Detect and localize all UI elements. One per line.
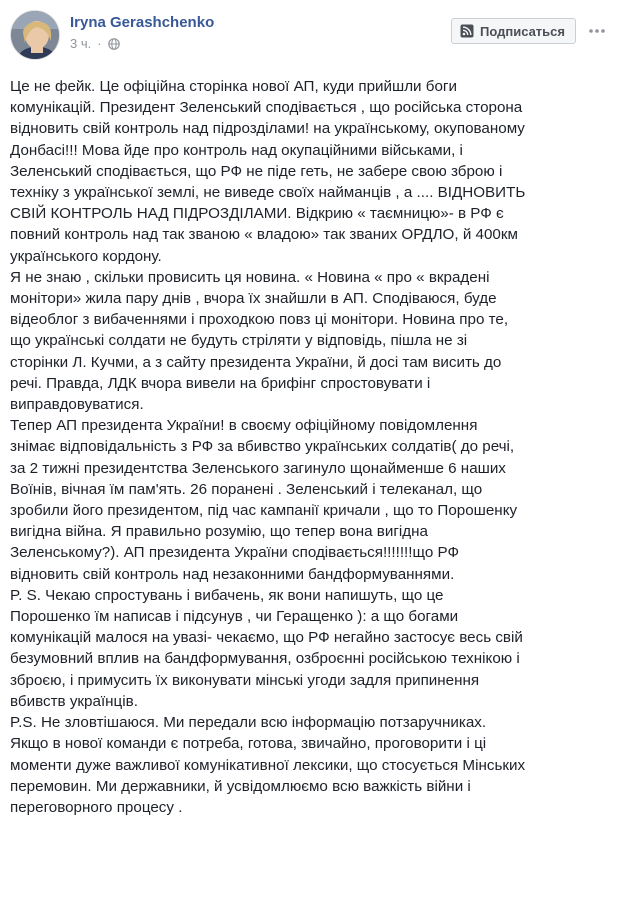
- more-horizontal-icon[interactable]: [588, 22, 606, 40]
- post-text-line: Воїнів, вічная їм пам'ять. 26 поранені . Зеленський і телеканал, що: [10, 480, 483, 498]
- post-text-line: комунікацій малося на увазі- чекаємо, що РФ негайно застосує весь свій: [10, 629, 523, 647]
- post-text-line: перемовин. Ми державники, й усвідомлюємо всю важкість війни і: [10, 777, 471, 795]
- post-text-line: повний контроль над так званою « владою» так званих ОРДЛО, й 400км: [10, 226, 518, 244]
- post-timestamp[interactable]: 3 ч.: [70, 36, 92, 51]
- post-text-line: Якщо в нової команди є потреба, готова, звичайно, проговорити і ці: [10, 735, 487, 753]
- post-text-line: знімає відповідальність з РФ за вбивство українських солдатів( до речі,: [10, 438, 515, 456]
- post-text-line: сторінки Л. Кучми, а з сайту президента України, й досі там висить до: [10, 353, 502, 371]
- post-text-line: Донбасі!!! Мова йде про контроль над окупаційними військами, і: [10, 141, 463, 159]
- post-meta: [70, 36, 120, 51]
- avatar-photo: [11, 11, 60, 60]
- author-name[interactable]: Iryna Gerashchenko: [70, 14, 215, 31]
- post-text-line: зробили його президентом, під час кампанії кричали , що то Порошенку: [10, 502, 518, 520]
- post-text-line: Я не знаю , скільки провисить ця новина. « Новина « про « вкрадені: [10, 268, 490, 286]
- globe-icon[interactable]: [108, 38, 120, 50]
- post-text-line: Це не фейк. Це офіційна сторінка нової АП, куди прийшли боги: [10, 78, 457, 95]
- post-text-line: вигідна війна. Я правильно розумію, що тепер вона вигідна: [10, 523, 428, 541]
- post-text-line: монітори» жила пару днів , вчора їх знайшли в АП. Сподіваюся, буде: [10, 290, 497, 308]
- post-text-line: українського кордону.: [10, 247, 162, 265]
- post-text-line: Зеленському?). АП президента України сподівається!!!!!!!що РФ: [10, 544, 459, 562]
- post-text-line: комунікацій. Президент Зеленський сподівається , що російська сторона: [10, 99, 523, 117]
- post-text-line: за 2 тижні президентства Зеленського загинуло щонайменше 6 наших: [10, 459, 506, 477]
- post-text-line: безумовний вплив на бандформування, озброєнні російською технікою і: [10, 650, 520, 668]
- post-text-line: вбивств українців.: [10, 692, 138, 710]
- post-text-line: моменти дуже важливої комунікативної лексики, що стосується Мінських: [10, 756, 526, 774]
- post-text-line: P.S. Не зловтішаюся. Ми передали всю інформацію потзаручниках.: [10, 714, 487, 732]
- post-text-line: СВІЙ КОНТРОЛЬ НАД ПІДРОЗДІЛАМИ. Відкрию « таємницю»- в РФ є: [10, 205, 504, 223]
- post-text-line: Порошенко їм написав і підсунув , чи Геращенко ): а що богами: [10, 608, 459, 626]
- post-text-line: P. S. Чекаю спростувань і вибачень, як вони напишуть, що це: [10, 586, 444, 604]
- post-text-line: зброєю, і примусить їх виконувати мінські угоди задля припинення: [10, 671, 480, 689]
- post-text-line: речі. Правда, ЛДК вчора вивели на брифінг спростовувати і: [10, 374, 431, 392]
- subscribe-button[interactable]: [451, 18, 576, 44]
- post-text-line: відеоблог з вибаченнями і проходкою повз ці монітори. Новина про те,: [10, 311, 509, 329]
- post-text-line: Зеленський сподівається, що РФ не піде геть, не забере свою зброю і: [10, 162, 503, 180]
- post-text: [10, 76, 610, 818]
- post-text-line: переговорного процесу .: [10, 798, 183, 816]
- post-text-line: що українські солдати не будуть стріляти у відповідь, пішла не зі: [10, 332, 468, 350]
- post-text-line: відновить свій контроль над незаконними бандформуваннями.: [10, 565, 455, 583]
- post-header: [10, 10, 610, 62]
- post-text-line: відновить свій контроль над підрозділами! на українському, окупованому: [10, 120, 525, 138]
- middle-dot: ·: [97, 36, 102, 51]
- rss-icon: [460, 24, 474, 38]
- post-text-line: виправдовуватися.: [10, 396, 144, 414]
- avatar[interactable]: [10, 10, 60, 60]
- subscribe-label: Подписаться: [479, 23, 565, 39]
- post-text-line: Тепер АП президента України! в своєму офіційному повідомлення: [10, 417, 478, 435]
- post-text-line: техніку з української землі, не виведе своїх найманців , а .... ВІДНОВИТЬ: [10, 184, 526, 202]
